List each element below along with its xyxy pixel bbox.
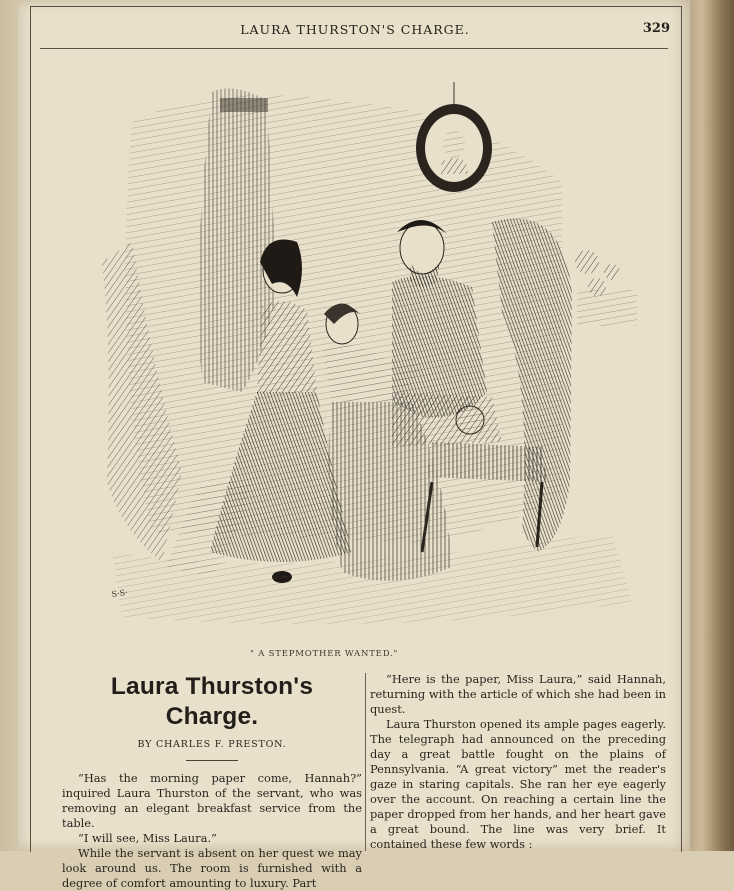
right-column — [370, 672, 666, 852]
paragraph: “I will see, Miss Laura.” — [78, 831, 217, 845]
byline-rule — [186, 760, 238, 761]
article-title: Laura Thurston's Charge. — [110, 673, 314, 730]
paragraph: “Here is the paper, Miss Laura,” said Hannah, returning with the article of which she had been in quest. — [370, 672, 666, 716]
column-divider — [365, 673, 366, 851]
page-number: 329 — [642, 21, 670, 36]
paragraph: While the servant is absent on her quest we may look around us. The room is furnished with a degree of comfort amounting to luxury. Part — [62, 846, 362, 890]
running-title: LAURA THURSTON'S CHARGE. — [240, 22, 470, 37]
paragraph: Laura Thurston opened its ample pages eagerly. The telegraph had announced on the preceding day a great battle fought on the plains of Pennsylvania. “A great victory” met the reader's gaze in staring capitals. She ran her eye eagerly over the account. On reaching a certain line the paper dropped from her hands, and her heart gave a great bound. The line was very brief. It contained these few words : — [370, 717, 666, 851]
book-spine-edge — [688, 0, 734, 851]
paragraph: “Has the morning paper come, Hannah?” inquired Laura Thurston of the servant, who was removing an elegant breakfast service from the table. — [62, 771, 362, 830]
running-head — [30, 6, 680, 46]
header-rule — [40, 48, 668, 49]
byline: BY CHARLES F. PRESTON. — [137, 739, 287, 750]
svg-text:S·S·: S·S· — [111, 587, 129, 599]
engraving-illustration — [92, 62, 652, 637]
illustration-caption: " A STEPMOTHER WANTED." — [250, 649, 399, 659]
left-column — [62, 672, 362, 891]
